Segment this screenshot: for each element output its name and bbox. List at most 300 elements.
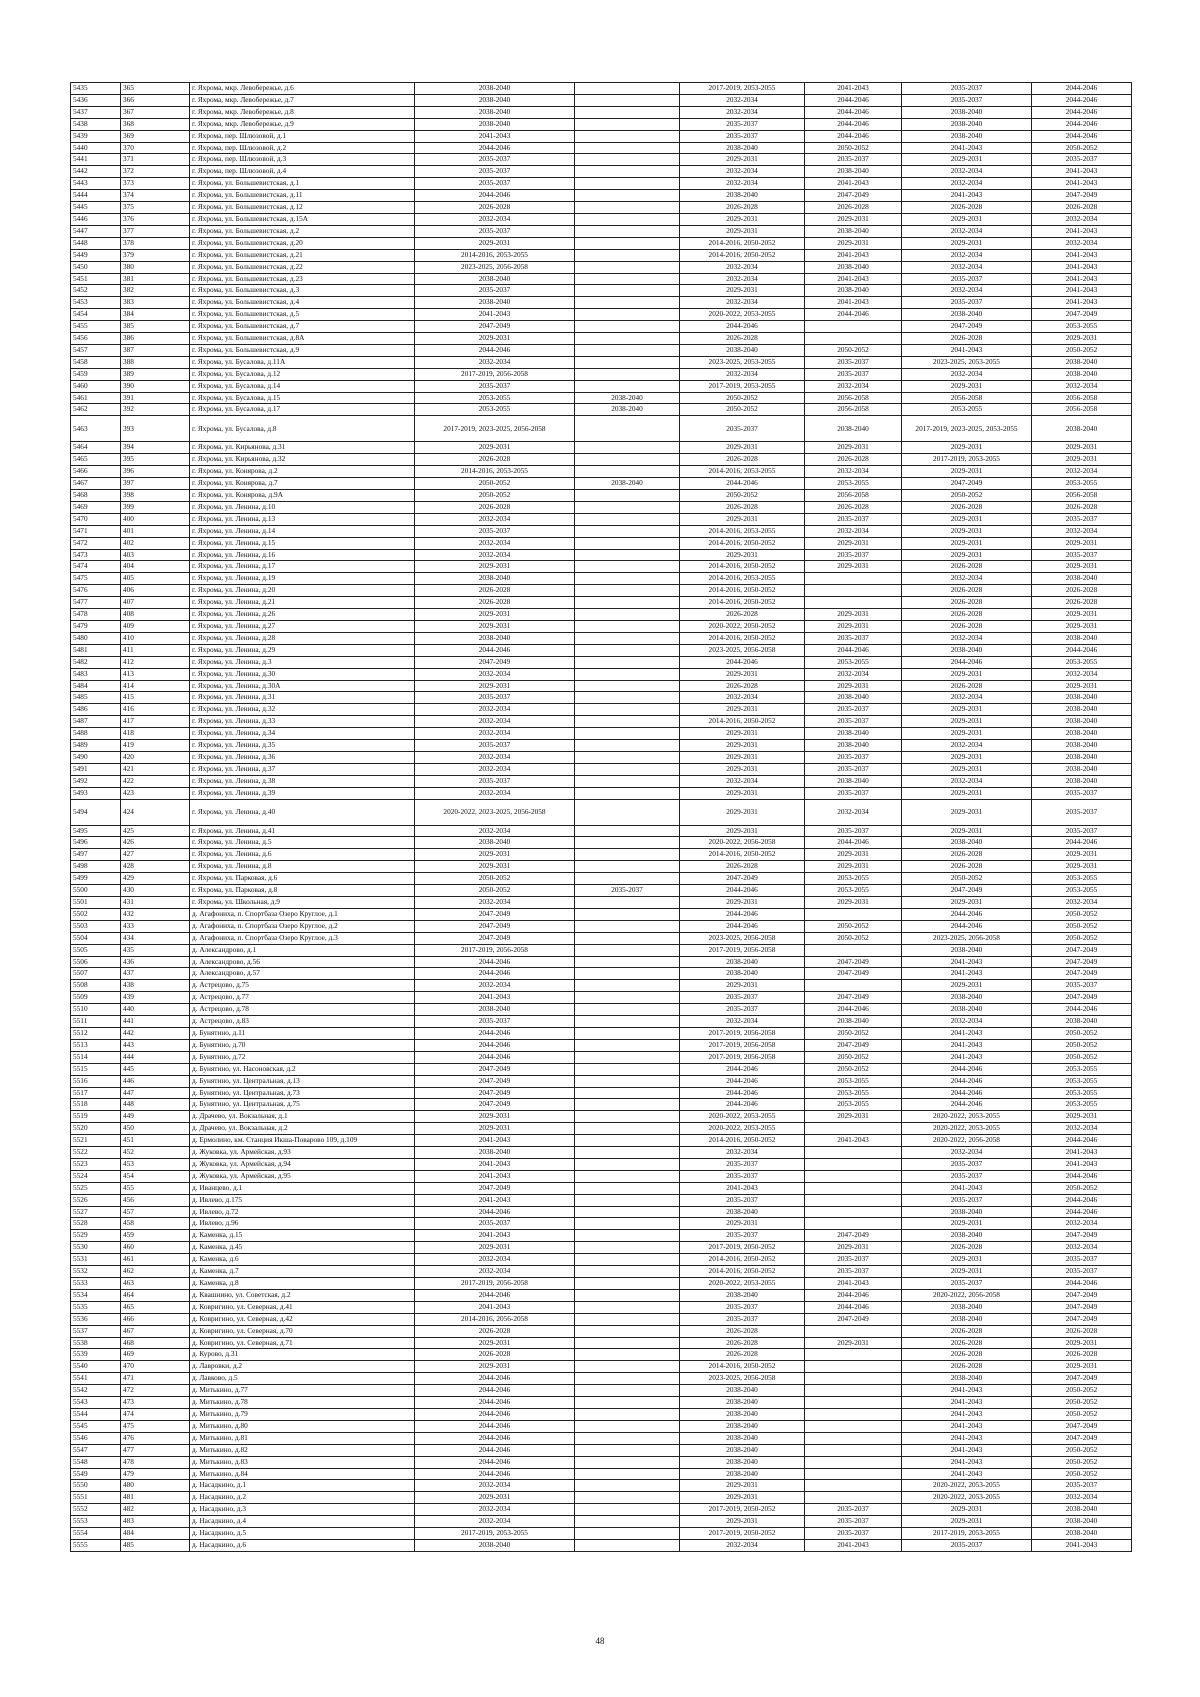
table-cell: 2038-2040 (1032, 632, 1132, 644)
table-cell: 2044-2046 (415, 190, 575, 202)
table-cell: д. Ковригино, ул. Северная, д.42 (190, 1313, 415, 1325)
table-row (71, 1218, 1132, 1230)
table-cell: 372 (121, 166, 190, 178)
table-cell (575, 1266, 680, 1278)
table-cell: 2032-2034 (415, 1266, 575, 1278)
table-cell: 5458 (71, 356, 121, 368)
table-cell: 2029-2031 (415, 1242, 575, 1254)
table-cell: 5529 (71, 1230, 121, 1242)
table-cell: 5552 (71, 1504, 121, 1516)
table-cell: 2041-2043 (415, 1301, 575, 1313)
table-cell: 2050-2052 (805, 1051, 902, 1063)
table-cell: 2029-2031 (680, 549, 805, 561)
table-cell: 2020-2022, 2056-2058 (680, 837, 805, 849)
table-cell: 2056-2058 (1032, 404, 1132, 416)
table-cell: 2053-2055 (805, 1087, 902, 1099)
table-cell: 2029-2031 (680, 285, 805, 297)
table-cell: 2020-2022, 2053-2055 (680, 309, 805, 321)
table-cell: 2029-2031 (902, 466, 1032, 478)
table-cell: 2014-2016, 2050-2052 (680, 561, 805, 573)
table-cell: 2041-2043 (902, 1456, 1032, 1468)
table-cell: 2017-2019, 2050-2052 (680, 1504, 805, 1516)
table-cell: 2038-2040 (680, 1444, 805, 1456)
table-cell: 2029-2031 (1032, 849, 1132, 861)
table-cell: 2053-2055 (805, 1099, 902, 1111)
table-row (71, 825, 1132, 837)
table-cell: 5505 (71, 944, 121, 956)
table-row (71, 273, 1132, 285)
table-cell (805, 944, 902, 956)
table-row (71, 356, 1132, 368)
table-cell: 5503 (71, 920, 121, 932)
table-cell: 2038-2040 (1032, 716, 1132, 728)
table-row (71, 873, 1132, 885)
table-cell: д. Бунятино, ул. Центральная, д.13 (190, 1075, 415, 1087)
table-cell (575, 442, 680, 454)
table-cell: 2047-2049 (805, 992, 902, 1004)
table-row (71, 908, 1132, 920)
table-cell: 5528 (71, 1218, 121, 1230)
table-cell: 5507 (71, 968, 121, 980)
table-cell: 5517 (71, 1087, 121, 1099)
table-cell (575, 1480, 680, 1492)
table-cell: г. Яхрома, ул. Ленина, д.33 (190, 716, 415, 728)
table-cell: 2035-2037 (1032, 980, 1132, 992)
table-cell: 2047-2049 (805, 956, 902, 968)
table-cell: 2029-2031 (680, 751, 805, 763)
table-cell: 2035-2037 (805, 751, 902, 763)
table-cell: 5447 (71, 225, 121, 237)
table-cell: 2035-2037 (805, 763, 902, 775)
table-cell: 2044-2046 (680, 1063, 805, 1075)
table-cell (575, 166, 680, 178)
table-cell: 2029-2031 (415, 237, 575, 249)
table-cell: 2038-2040 (680, 1432, 805, 1444)
table-cell: г. Яхрома, мкр. Левобережье, д.9 (190, 118, 415, 130)
table-cell: 2041-2043 (902, 1420, 1032, 1432)
table-row (71, 1420, 1132, 1432)
table-cell: 5442 (71, 166, 121, 178)
table-cell: д. Насадкино, д.3 (190, 1504, 415, 1516)
table-cell: 2053-2055 (902, 404, 1032, 416)
table-cell: 2035-2037 (415, 1016, 575, 1028)
table-cell: 2035-2037 (415, 166, 575, 178)
table-cell: 380 (121, 261, 190, 273)
table-cell: 2020-2022, 2053-2055 (680, 1278, 805, 1290)
table-cell: 2038-2040 (805, 166, 902, 178)
table-cell: 5496 (71, 837, 121, 849)
table-cell: 2032-2034 (415, 763, 575, 775)
table-cell: г. Яхрома, ул. Ленина, д.14 (190, 525, 415, 537)
table-cell: 2029-2031 (415, 849, 575, 861)
table-cell (575, 1111, 680, 1123)
table-cell: 2014-2016, 2053-2055 (415, 249, 575, 261)
table-cell: 2044-2046 (805, 118, 902, 130)
table-cell: 2032-2034 (1032, 466, 1132, 478)
table-cell: 2038-2040 (1032, 740, 1132, 752)
table-cell: 2032-2034 (680, 1539, 805, 1551)
table-cell: 2044-2046 (1032, 1135, 1132, 1147)
table-cell (575, 1301, 680, 1313)
table-cell: г. Яхрома, ул. Бусалова, д.15 (190, 392, 415, 404)
table-cell (575, 273, 680, 285)
table-cell: 400 (121, 513, 190, 525)
table-cell (575, 142, 680, 154)
table-row (71, 992, 1132, 1004)
table-cell: г. Яхрома, мкр. Левобережье, д.7 (190, 94, 415, 106)
table-cell (575, 285, 680, 297)
table-cell: 2041-2043 (902, 1039, 1032, 1051)
table-cell: 2026-2028 (902, 585, 1032, 597)
table-cell: д. Митькино, д.84 (190, 1468, 415, 1480)
table-cell (805, 573, 902, 585)
table-cell: 399 (121, 501, 190, 513)
table-cell: 2044-2046 (415, 1206, 575, 1218)
table-cell: 5441 (71, 154, 121, 166)
table-cell: 2029-2031 (1032, 609, 1132, 621)
table-cell: 2020-2022, 2056-2058 (902, 1289, 1032, 1301)
table-cell: 2020-2022, 2050-2052 (680, 620, 805, 632)
table-cell: 2047-2049 (1032, 1432, 1132, 1444)
table-cell: 2029-2031 (1032, 1111, 1132, 1123)
table-row (71, 1361, 1132, 1373)
table-cell: 2050-2052 (1032, 1182, 1132, 1194)
table-cell: 2035-2037 (805, 632, 902, 644)
table-cell: 2041-2043 (902, 1397, 1032, 1409)
table-row (71, 213, 1132, 225)
table-cell: 2017-2019, 2023-2025, 2056-2058 (415, 416, 575, 442)
table-row (71, 178, 1132, 190)
table-row (71, 1254, 1132, 1266)
table-cell: 2053-2055 (1032, 885, 1132, 897)
table-row (71, 1147, 1132, 1159)
table-cell (575, 1337, 680, 1349)
table-cell: 2038-2040 (415, 1004, 575, 1016)
table-cell: 5437 (71, 106, 121, 118)
table-cell: г. Яхрома, ул. Ленина, д.30А (190, 680, 415, 692)
table-row (71, 1432, 1132, 1444)
table-cell: д. Каменка, д.45 (190, 1242, 415, 1254)
table-cell: 2029-2031 (680, 668, 805, 680)
table-cell: 5541 (71, 1373, 121, 1385)
table-cell: г. Яхрома, ул. Ленина, д.27 (190, 620, 415, 632)
table-row (71, 799, 1132, 825)
table-cell: 2026-2028 (415, 585, 575, 597)
table-cell: 2026-2028 (1032, 597, 1132, 609)
table-cell: 2032-2034 (680, 1016, 805, 1028)
table-cell: 2029-2031 (902, 1218, 1032, 1230)
table-cell: 5532 (71, 1266, 121, 1278)
table-cell: 2035-2037 (805, 716, 902, 728)
table-row (71, 944, 1132, 956)
table-cell: 2035-2037 (805, 1266, 902, 1278)
table-cell: 2050-2052 (1032, 1456, 1132, 1468)
table-cell: 2029-2031 (805, 680, 902, 692)
table-cell: 2038-2040 (902, 992, 1032, 1004)
table-cell: 2044-2046 (680, 656, 805, 668)
table-cell: г. Яхрома, ул. Большевистская, д.20 (190, 237, 415, 249)
table-cell: 5461 (71, 392, 121, 404)
table-cell: 2017-2019, 2056-2058 (680, 1039, 805, 1051)
table-cell: 2026-2028 (415, 1325, 575, 1337)
table-row (71, 130, 1132, 142)
table-cell: 2044-2046 (1032, 1278, 1132, 1290)
table-cell (575, 154, 680, 166)
table-cell (575, 1397, 680, 1409)
table-cell: 2044-2046 (415, 344, 575, 356)
table-cell: 5534 (71, 1289, 121, 1301)
table-cell (575, 1254, 680, 1266)
table-cell: 2029-2031 (415, 1111, 575, 1123)
table-cell: 2038-2040 (575, 478, 680, 490)
table-cell: 2029-2031 (805, 1242, 902, 1254)
table-cell: 2029-2031 (1032, 1337, 1132, 1349)
table-cell: 2029-2031 (680, 763, 805, 775)
table-cell: 5540 (71, 1361, 121, 1373)
table-cell: 2029-2031 (680, 897, 805, 909)
table-cell: 2029-2031 (1032, 1361, 1132, 1373)
table-cell: 383 (121, 297, 190, 309)
table-cell: 2032-2034 (902, 166, 1032, 178)
table-cell: д. Митькино, д.80 (190, 1420, 415, 1432)
table-cell: 2038-2040 (1032, 692, 1132, 704)
table-row (71, 597, 1132, 609)
table-cell: 5493 (71, 787, 121, 799)
table-cell: 2038-2040 (680, 968, 805, 980)
table-cell: 5482 (71, 656, 121, 668)
table-cell: 5472 (71, 537, 121, 549)
table-cell: 2035-2037 (680, 992, 805, 1004)
table-cell: 2035-2037 (680, 1158, 805, 1170)
table-cell (575, 356, 680, 368)
table-cell: 2032-2034 (1032, 380, 1132, 392)
table-cell: 2038-2040 (902, 1206, 1032, 1218)
table-cell (575, 1218, 680, 1230)
table-row (71, 321, 1132, 333)
table-cell: 2035-2037 (680, 1194, 805, 1206)
table-cell: 2050-2052 (805, 1027, 902, 1039)
table-cell: 478 (121, 1456, 190, 1468)
table-cell: г. Яхрома, ул. Ленина, д.36 (190, 751, 415, 763)
table-row (71, 740, 1132, 752)
table-cell: д. Ковригино, ул. Северная, д.70 (190, 1325, 415, 1337)
table-cell: 2035-2037 (1032, 787, 1132, 799)
table-cell: 2038-2040 (415, 1539, 575, 1551)
table-cell: 2044-2046 (415, 1397, 575, 1409)
table-cell: 2029-2031 (680, 799, 805, 825)
table-cell: 2017-2019, 2056-2058 (415, 944, 575, 956)
table-cell: 2020-2022, 2056-2058 (902, 1135, 1032, 1147)
table-cell: г. Яхрома, ул. Ленина, д.26 (190, 609, 415, 621)
table-cell: 2026-2028 (902, 1337, 1032, 1349)
table-cell: г. Яхрома, пер. Шлюзовой, д.4 (190, 166, 415, 178)
table-cell: д. Насадкино, д.6 (190, 1539, 415, 1551)
table-cell (575, 825, 680, 837)
table-cell: 2041-2043 (1032, 1539, 1132, 1551)
table-cell (575, 1289, 680, 1301)
table-cell: 2017-2019, 2023-2025, 2053-2055 (902, 416, 1032, 442)
table-cell: 2038-2040 (902, 944, 1032, 956)
table-cell: 2029-2031 (680, 1516, 805, 1528)
table-cell (575, 740, 680, 752)
table-cell (575, 656, 680, 668)
table-cell: 2032-2034 (1032, 525, 1132, 537)
table-cell (805, 1456, 902, 1468)
table-cell: 2047-2049 (805, 1230, 902, 1242)
table-cell: 2029-2031 (902, 799, 1032, 825)
table-row (71, 106, 1132, 118)
table-cell: 5476 (71, 585, 121, 597)
table-cell: 5520 (71, 1123, 121, 1135)
table-cell (805, 1218, 902, 1230)
table-cell: 2014-2016, 2050-2052 (680, 632, 805, 644)
table-cell: 5527 (71, 1206, 121, 1218)
table-cell (575, 763, 680, 775)
table-cell: 2053-2055 (1032, 1063, 1132, 1075)
table-cell: 2014-2016, 2050-2052 (680, 597, 805, 609)
table-cell (805, 1147, 902, 1159)
table-cell: 458 (121, 1218, 190, 1230)
table-row (71, 1158, 1132, 1170)
table-cell: 2041-2043 (1032, 225, 1132, 237)
table-row (71, 1170, 1132, 1182)
table-cell: 2035-2037 (1032, 825, 1132, 837)
table-cell: 2038-2040 (1032, 573, 1132, 585)
table-cell: 2032-2034 (680, 1147, 805, 1159)
table-cell (575, 775, 680, 787)
table-cell: 5549 (71, 1468, 121, 1480)
table-cell: 2023-2025, 2056-2058 (680, 1373, 805, 1385)
table-cell: 2032-2034 (805, 380, 902, 392)
table-row (71, 1135, 1132, 1147)
table-cell: 2035-2037 (415, 154, 575, 166)
table-cell: 2029-2031 (902, 154, 1032, 166)
table-cell: д. Ковригино, ул. Северная, д.71 (190, 1337, 415, 1349)
table-cell: г. Яхрома, ул. Большевистская, д.2 (190, 225, 415, 237)
table-cell (805, 908, 902, 920)
table-cell: 2038-2040 (415, 118, 575, 130)
table-cell: 2044-2046 (415, 1385, 575, 1397)
table-cell: 2044-2046 (415, 956, 575, 968)
table-cell: 450 (121, 1123, 190, 1135)
table-cell: 5542 (71, 1385, 121, 1397)
table-cell: д. Жуковка, ул. Армейская, д.94 (190, 1158, 415, 1170)
table-cell: 467 (121, 1325, 190, 1337)
table-cell: 379 (121, 249, 190, 261)
table-cell: 2032-2034 (415, 1480, 575, 1492)
table-row (71, 680, 1132, 692)
table-cell: 2035-2037 (1032, 1266, 1132, 1278)
table-cell: 5533 (71, 1278, 121, 1290)
table-cell: 2053-2055 (1032, 321, 1132, 333)
table-cell: 438 (121, 980, 190, 992)
table-cell: 2035-2037 (805, 787, 902, 799)
table-row (71, 1301, 1132, 1313)
table-cell: г. Яхрома, пер. Шлюзовой, д.3 (190, 154, 415, 166)
table-cell (575, 668, 680, 680)
table-cell: 452 (121, 1147, 190, 1159)
table-cell: 454 (121, 1170, 190, 1182)
table-cell: 2050-2052 (1032, 142, 1132, 154)
table-cell: 2050-2052 (805, 142, 902, 154)
table-cell: 2050-2052 (805, 344, 902, 356)
table-cell: 2041-2043 (902, 1408, 1032, 1420)
table-cell: 2041-2043 (1032, 285, 1132, 297)
table-cell: 2029-2031 (902, 237, 1032, 249)
table-cell: 2047-2049 (1032, 968, 1132, 980)
table-cell: 2044-2046 (680, 885, 805, 897)
table-cell (575, 1325, 680, 1337)
table-cell: 2056-2058 (805, 404, 902, 416)
table-cell: 477 (121, 1444, 190, 1456)
table-cell: 2038-2040 (1032, 728, 1132, 740)
table-cell: г. Яхрома, ул. Ленина, д.13 (190, 513, 415, 525)
table-cell: 2035-2037 (415, 178, 575, 190)
table-cell: 5537 (71, 1325, 121, 1337)
table-cell: 5525 (71, 1182, 121, 1194)
table-row (71, 225, 1132, 237)
table-cell: 2032-2034 (1032, 897, 1132, 909)
table-cell: д. Ивлево, д.72 (190, 1206, 415, 1218)
table-cell (575, 620, 680, 632)
table-row (71, 1504, 1132, 1516)
table-cell: 2041-2043 (902, 1027, 1032, 1039)
table-cell: 2038-2040 (680, 1397, 805, 1409)
table-cell: 2029-2031 (805, 897, 902, 909)
table-cell: 2032-2034 (415, 668, 575, 680)
table-cell: 2035-2037 (415, 225, 575, 237)
table-cell (575, 944, 680, 956)
table-cell (575, 561, 680, 573)
table-cell (575, 1408, 680, 1420)
table-cell: 2032-2034 (415, 980, 575, 992)
table-cell: 470 (121, 1361, 190, 1373)
table-row (71, 1087, 1132, 1099)
table-cell: 5510 (71, 1004, 121, 1016)
table-cell: 434 (121, 932, 190, 944)
table-cell (575, 1194, 680, 1206)
table-cell: 2044-2046 (415, 644, 575, 656)
table-cell: 2032-2034 (415, 704, 575, 716)
table-cell: 5451 (71, 273, 121, 285)
table-cell: 437 (121, 968, 190, 980)
table-cell: 2029-2031 (902, 980, 1032, 992)
table-cell: 2035-2037 (805, 1254, 902, 1266)
table-cell: 2029-2031 (902, 380, 1032, 392)
table-cell: 389 (121, 368, 190, 380)
table-cell: 2041-2043 (1032, 166, 1132, 178)
table-cell: 2026-2028 (902, 1361, 1032, 1373)
table-cell: д. Агафониха, п. Спортбаза Озеро Круглое, д.3 (190, 932, 415, 944)
table-cell: 5531 (71, 1254, 121, 1266)
table-cell: 5544 (71, 1408, 121, 1420)
table-cell: 2029-2031 (805, 1111, 902, 1123)
table-row (71, 1337, 1132, 1349)
table-cell: 2038-2040 (1032, 704, 1132, 716)
table-row (71, 692, 1132, 704)
table-cell: 2038-2040 (902, 1373, 1032, 1385)
table-cell: 2026-2028 (1032, 585, 1132, 597)
table-cell: 2041-2043 (805, 178, 902, 190)
table-cell: 2035-2037 (805, 1504, 902, 1516)
table-cell (575, 1182, 680, 1194)
table-cell: 2035-2037 (680, 1230, 805, 1242)
table-row (71, 728, 1132, 740)
table-cell: 5555 (71, 1539, 121, 1551)
table-cell: д. Ивлево, д.96 (190, 1218, 415, 1230)
table-cell: 5460 (71, 380, 121, 392)
table-row (71, 1075, 1132, 1087)
